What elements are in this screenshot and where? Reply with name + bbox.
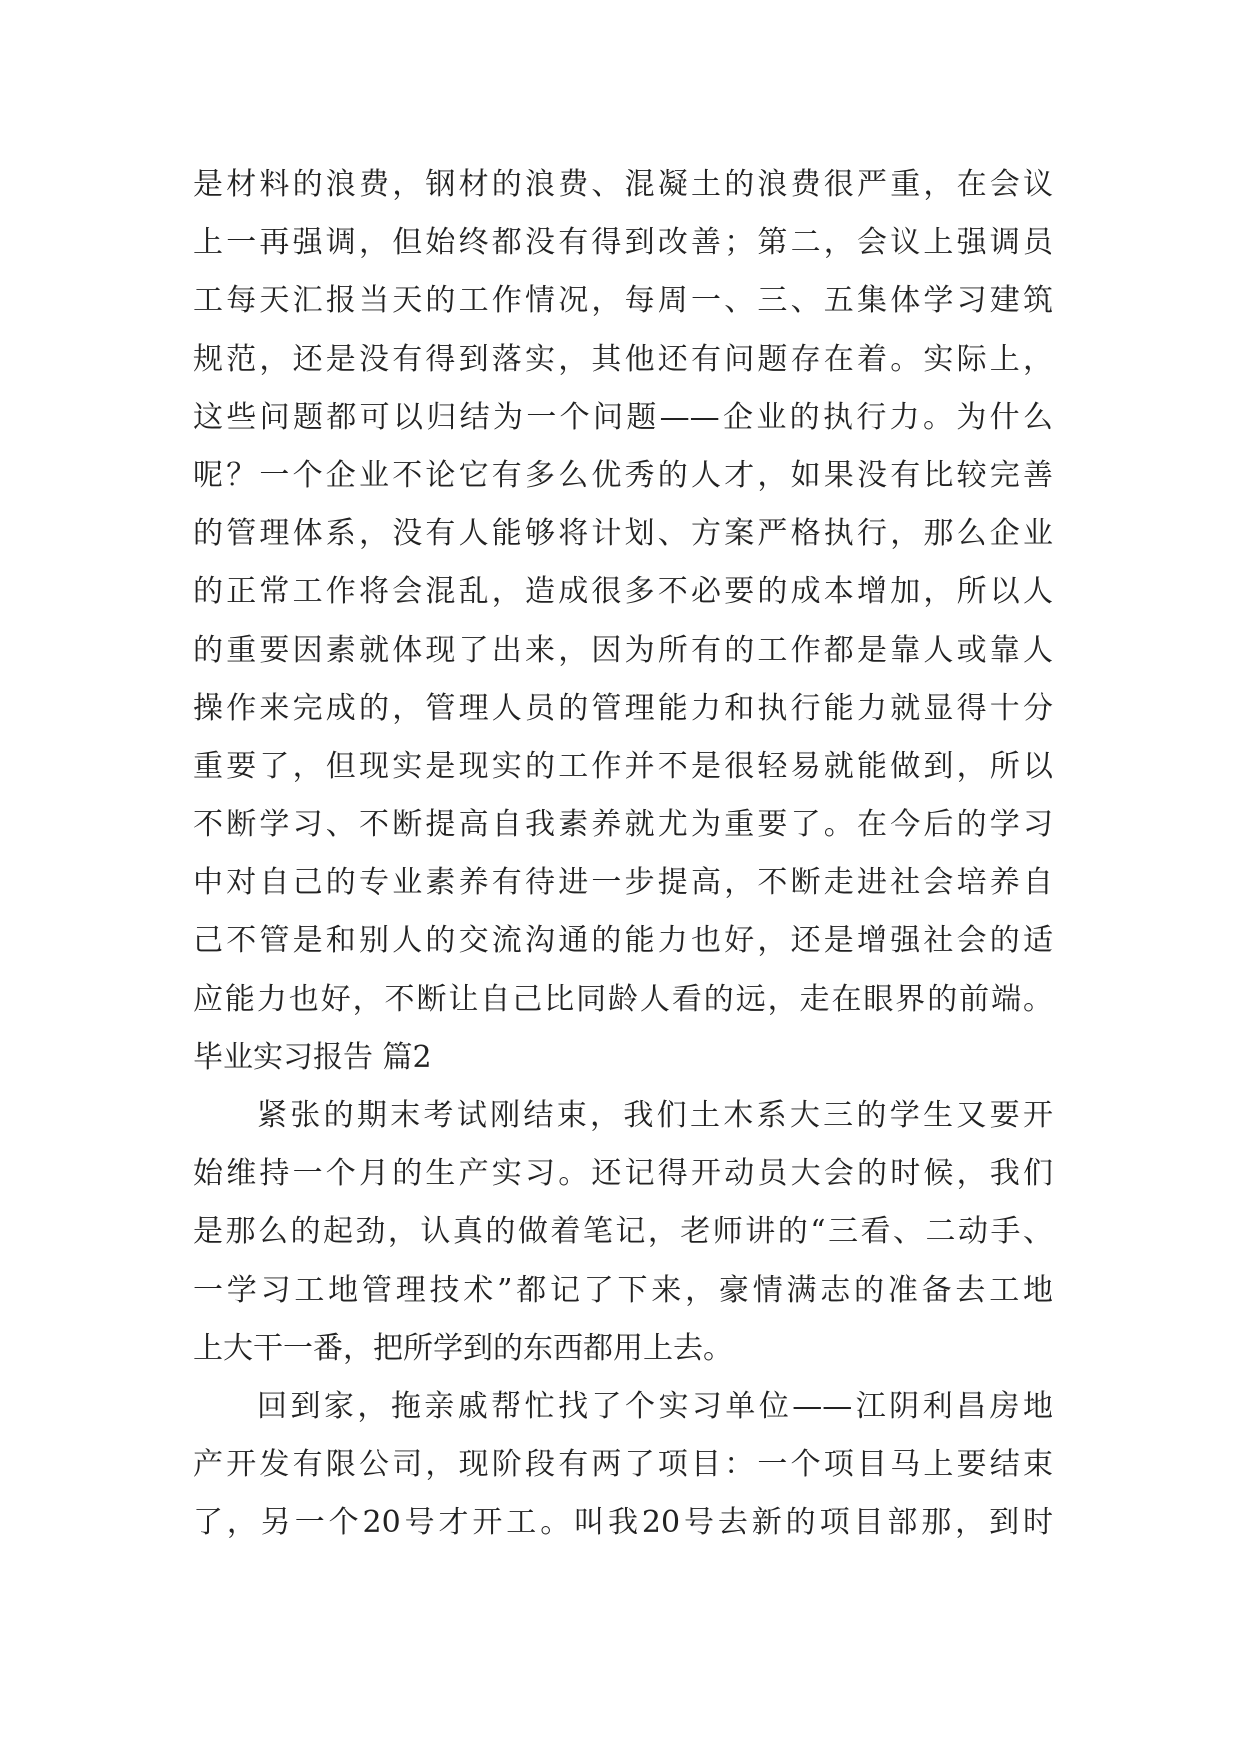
section-heading: 毕业实习报告 篇2 <box>193 1039 432 1075</box>
text-line: 的管理体系，没有人能够将计划、方案严格执行，那么企业 <box>193 516 1053 552</box>
text-line: 的正常工作将会混乱，造成很多不必要的成本增加，所以人 <box>193 574 1053 610</box>
text-line: 是材料的浪费，钢材的浪费、混凝土的浪费很严重，在会议 <box>193 167 1053 202</box>
text-line: 产开发有限公司，现阶段有两了项目：一个项目马上要结束 <box>193 1447 1053 1483</box>
text-line: 规范，还是没有得到落实，其他还有问题存在着。实际上， <box>193 341 1053 377</box>
document-body <box>193 156 1053 1553</box>
text-line: 回到家，拖亲戚帮忙找了个实习单位——江阴利昌房地 <box>257 1388 1053 1424</box>
text-line: 上一再强调，但始终都没有得到改善；第二，会议上强调员 <box>193 225 1053 261</box>
text-line: 中对自己的专业素养有待进一步提高，不断走进社会培养自 <box>193 865 1053 901</box>
text-line: 这些问题都可以归结为一个问题——企业的执行力。为什么 <box>193 399 1053 435</box>
paragraph-2 <box>193 1087 1053 1378</box>
text-line: 的重要因素就体现了出来，因为所有的工作都是靠人或靠人 <box>193 632 1053 668</box>
text-line: 重要了，但现实是现实的工作并不是很轻易就能做到，所以 <box>193 748 1053 784</box>
text-line: 呢？一个企业不论它有多么优秀的人才，如果没有比较完善 <box>193 457 1053 493</box>
text-line: 上大干一番，把所学到的东西都用上去。 <box>193 1330 733 1366</box>
paragraph-1 <box>193 156 1053 1029</box>
text-line: 应能力也好，不断让自己比同龄人看的远，走在眼界的前端。 <box>193 981 1053 1017</box>
text-line: 紧张的期末考试刚结束，我们土木系大三的学生又要开 <box>257 1098 1053 1133</box>
text-line: 己不管是和别人的交流沟通的能力也好，还是增强社会的适 <box>193 923 1053 959</box>
text-line: 不断学习、不断提高自我素养就尤为重要了。在今后的学习 <box>193 807 1053 843</box>
text-line: 一学习工地管理技术”都记了下来，豪情满志的准备去工地 <box>193 1272 1053 1308</box>
paragraph-3 <box>193 1378 1053 1553</box>
text-line: 操作来完成的，管理人员的管理能力和执行能力就显得十分 <box>193 690 1053 726</box>
text-line: 始维持一个月的生产实习。还记得开动员大会的时候，我们 <box>193 1156 1053 1192</box>
text-line: 了，另一个20号才开工。叫我20号去新的项目部那，到时 <box>193 1505 1053 1541</box>
text-line: 是那么的起劲，认真的做着笔记，老师讲的“三看、二动手、 <box>193 1214 1053 1250</box>
text-line: 工每天汇报当天的工作情况，每周一、三、五集体学习建筑 <box>193 283 1053 319</box>
